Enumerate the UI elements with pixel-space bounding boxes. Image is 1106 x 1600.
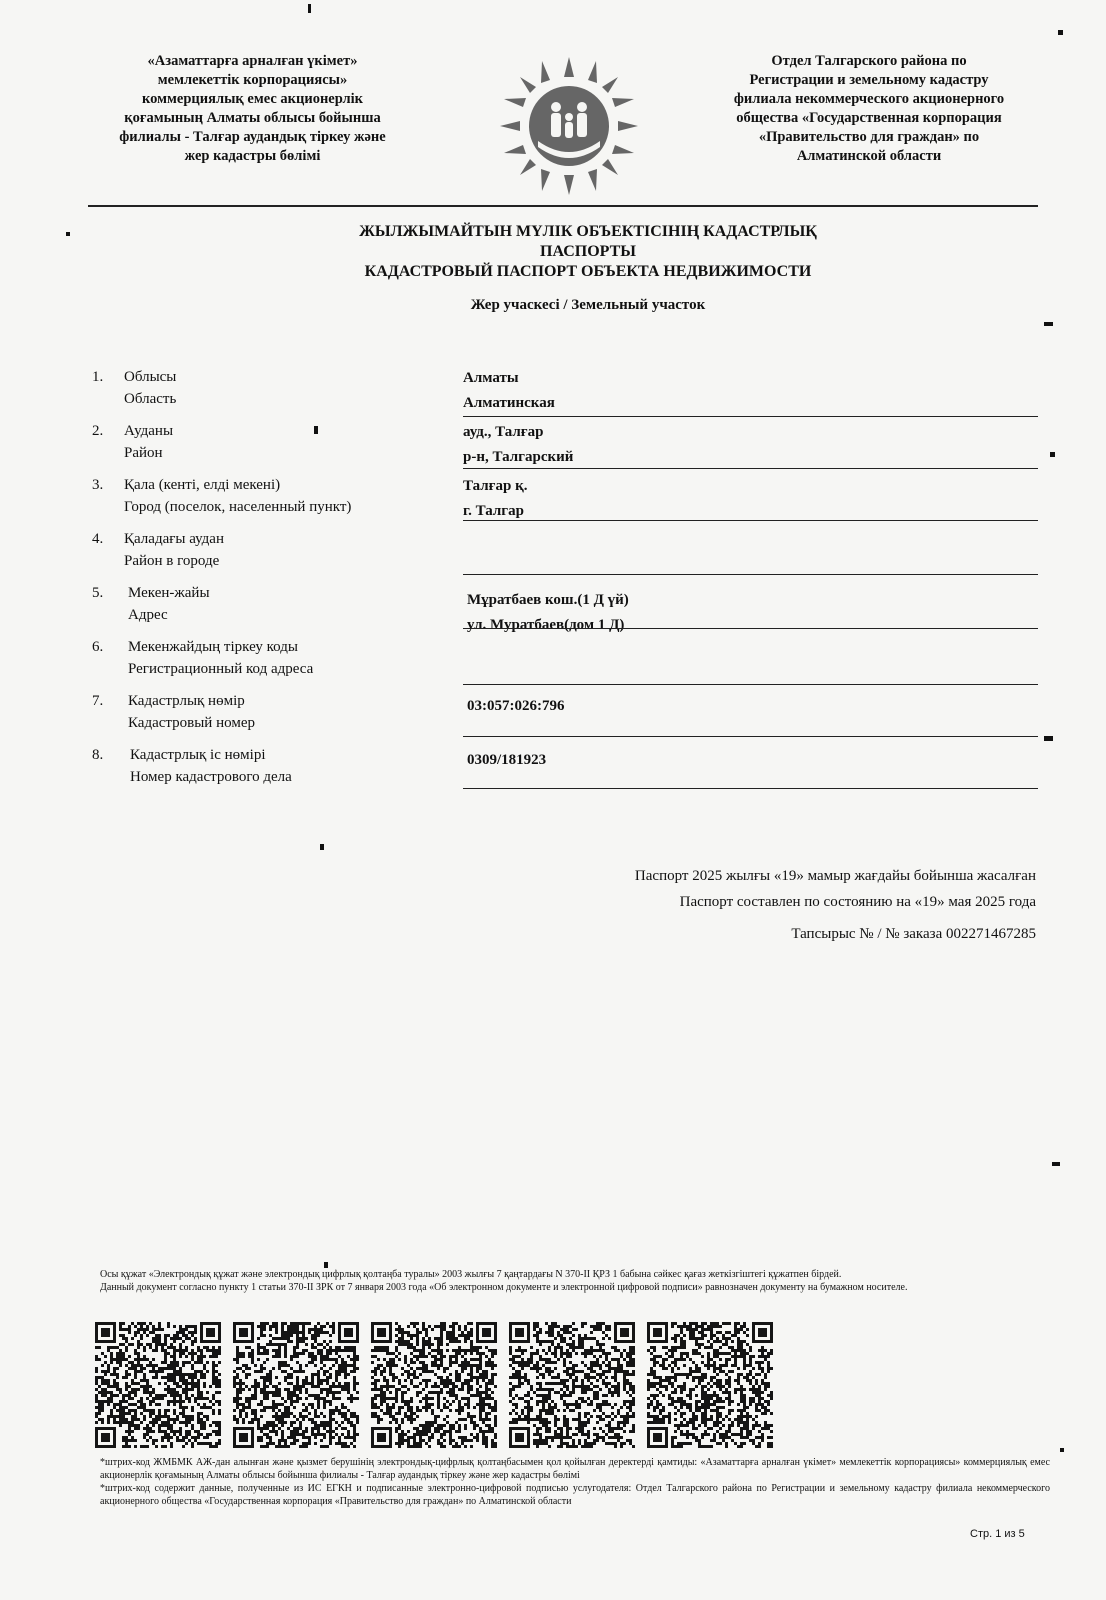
field-number: 7.: [92, 693, 104, 709]
field-label: [128, 690, 448, 734]
org-ru-line: Алматинской области: [796, 148, 942, 164]
field-city-district: [88, 528, 1048, 580]
org-ru-line: Отдел Талгарского района по: [771, 53, 967, 69]
scan-speck: [324, 1262, 328, 1268]
value-kz: Талғар қ.: [463, 478, 528, 494]
field-case-number: [88, 744, 1048, 796]
field-underline: [463, 468, 1038, 469]
header-divider: [88, 205, 1038, 207]
scan-speck: [66, 232, 70, 236]
qr-codes: [95, 1322, 775, 1457]
field-district: [88, 420, 1048, 472]
field-address: [88, 582, 1048, 634]
document-subtitle: Жер учаскесі / Земельный участок: [470, 297, 706, 313]
scan-speck: [1050, 452, 1055, 457]
label-kz: Кадастрлық нөмір: [128, 693, 245, 709]
field-label: [124, 420, 444, 464]
field-city: [88, 474, 1048, 526]
title-line: ЖЫЛЖЫМАЙТЫН МҮЛІК ОБЪЕКТІСІНІҢ КАДАСТРЛЫҚ: [359, 223, 817, 240]
legal-notice-ru: Данный документ согласно пункту 1 статьи 370-II ЗРК от 7 января 2003 года «Об электронном документе и электронной цифровой подписи» равнозначен документу на бумажном носителе.: [100, 1282, 908, 1293]
field-label: [124, 474, 444, 518]
label-ru: Номер кадастрового дела: [130, 769, 292, 785]
barcode-notice-ru: *штрих-код содержит данные, полученные из ИС ЕГКН и подписанные электронно-цифровой подписью услугодателя: Отдел Талгарского района по Регистрации и земельному кадастру филиала некоммерческого акционерного общества «Государственная корпорация «Правительство для граждан» по Алматинской области: [100, 1483, 1050, 1507]
order-number: Тапсырыс № / № заказа 002271467285: [791, 926, 1036, 942]
label-kz: Қала (кенті, елді мекені): [124, 477, 281, 493]
field-number: 4.: [92, 531, 104, 547]
field-cadastral-number: [88, 690, 1048, 742]
label-kz: Кадастрлық іс нөмірі: [130, 747, 266, 763]
family-sun-logo-icon: [498, 55, 640, 197]
field-value: [463, 420, 1038, 470]
page-number: Стр. 1 из 5: [970, 1528, 1025, 1540]
barcode-notice-kz: *штрих-код ЖМБМК АЖ-дан алынған және қызмет берушінің электрондық-цифрлық қолтаңбасымен қол қойылған деректерді қамтиды: «Азаматтарға арналған үкімет» мемлекеттік корпорациясы» коммерциялық емес акционерлік қоғамының Алматы облысы бойынша филиалы - Талғар аудандық тіркеу және жер кадастры бөлімі: [100, 1457, 1050, 1481]
qr-code-icon: [647, 1322, 773, 1448]
label-kz: Қаладағы аудан: [124, 531, 224, 547]
field-label: [124, 528, 444, 572]
label-ru: Область: [124, 391, 177, 407]
field-underline: [463, 736, 1038, 737]
value-ru: Алматинская: [463, 395, 555, 411]
field-region: [88, 366, 1048, 418]
qr-code-icon: [509, 1322, 635, 1448]
qr-code-icon: [371, 1322, 497, 1448]
field-number: 2.: [92, 423, 104, 439]
field-underline: [463, 574, 1038, 575]
scan-speck: [308, 4, 311, 13]
label-ru: Район в городе: [124, 553, 220, 569]
value-ru: 0309/181923: [467, 752, 547, 768]
org-kz-line: филиалы - Талғар аудандық тіркеу және: [119, 129, 386, 145]
document-title: [88, 222, 1088, 282]
label-kz: Ауданы: [124, 423, 174, 439]
qr-code-icon: [95, 1322, 221, 1448]
value-ru: г. Талгар: [463, 503, 524, 519]
org-ru-line: «Правительство для граждан» по: [758, 129, 980, 145]
field-number: 8.: [92, 747, 104, 763]
field-label: [128, 582, 448, 626]
org-ru-line: филиала некоммерческого акционерного: [733, 91, 1005, 107]
label-ru: Регистрационный код адреса: [128, 661, 314, 677]
scan-speck: [314, 426, 318, 434]
label-ru: Город (поселок, населенный пункт): [124, 499, 352, 515]
label-ru: Кадастровый номер: [128, 715, 255, 731]
org-kz-line: «Азаматтарға арналған үкімет»: [147, 53, 358, 69]
field-underline: [463, 520, 1038, 521]
value-kz: Мұратбаев кош.(1 Д үй): [467, 592, 629, 608]
field-number: 1.: [92, 369, 104, 385]
field-number: 3.: [92, 477, 104, 493]
field-label: [128, 636, 448, 680]
field-address-code: [88, 636, 1048, 688]
label-kz: Облысы: [124, 369, 177, 385]
field-label: [130, 744, 450, 788]
org-ru-line: общества «Государственная корпорация: [736, 110, 1002, 126]
legal-notice-kz: Осы құжат «Электрондық құжат және электрондық цифрлық қолтаңба туралы» 2003 жылғы 7 қаңтардағы N 370-II ҚРЗ 1 бабына сәйкес қағаз жеткізгіштегі құжатпен бірдей.: [100, 1269, 842, 1280]
barcode-notice: [100, 1456, 1050, 1508]
org-kz-line: қоғамының Алматы облысы бойынша: [124, 110, 381, 126]
org-name-ru: [690, 52, 1048, 166]
title-line: ПАСПОРТЫ: [540, 243, 636, 260]
passport-date-kz: Паспорт 2025 жылғы «19» мамыр жағдайы бойынша жасалған: [634, 868, 1036, 884]
org-kz-line: жер кадастры бөлімі: [184, 148, 321, 164]
label-kz: Мекенжайдың тіркеу коды: [128, 639, 298, 655]
scan-speck: [320, 844, 324, 850]
scan-speck: [1052, 1162, 1060, 1166]
field-number: 6.: [92, 639, 104, 655]
org-kz-line: коммерциялық емес акционерлік: [142, 91, 363, 107]
field-value: [463, 366, 1038, 416]
passport-date-ru: Паспорт составлен по состоянию на «19» мая 2025 года: [679, 894, 1036, 910]
field-underline: [463, 684, 1038, 685]
value-kz: ауд., Талғар: [463, 424, 544, 440]
field-underline: [463, 416, 1038, 417]
title-line: КАДАСТРОВЫЙ ПАСПОРТ ОБЪЕКТА НЕДВИЖИМОСТИ: [364, 263, 812, 280]
field-value: [467, 694, 1042, 719]
label-ru: Адрес: [128, 607, 168, 623]
value-kz: Алматы: [463, 370, 519, 386]
legal-notice: [100, 1268, 1040, 1294]
scan-speck: [1044, 736, 1053, 741]
field-value: [467, 588, 1042, 638]
field-underline: [463, 628, 1038, 629]
field-value: [467, 748, 1042, 773]
field-number: 5.: [92, 585, 104, 601]
scan-speck: [1060, 1448, 1064, 1452]
value-ru: 03:057:026:796: [467, 698, 565, 714]
scan-speck: [1058, 30, 1063, 35]
label-kz: Мекен-жайы: [128, 585, 210, 601]
field-underline: [463, 788, 1038, 789]
value-ru: ул. Муратбаев(дом 1 Д): [467, 617, 625, 633]
label-ru: Район: [124, 445, 163, 461]
org-name-kz: [80, 52, 425, 166]
org-kz-line: мемлекеттік корпорациясы»: [157, 72, 348, 88]
org-ru-line: Регистрации и земельному кадастру: [749, 72, 989, 88]
qr-code-icon: [233, 1322, 359, 1448]
value-ru: р-н, Талгарский: [463, 449, 574, 465]
field-value: [463, 474, 1038, 524]
scan-speck: [1044, 322, 1053, 326]
field-label: [124, 366, 444, 410]
